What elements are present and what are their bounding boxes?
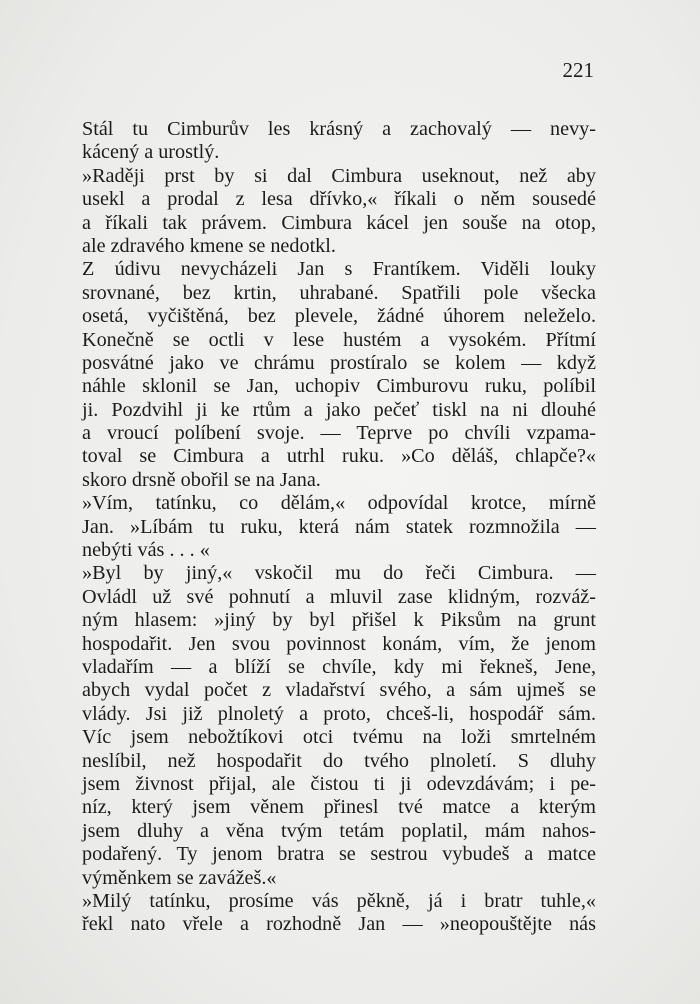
text-line: toval se Cimbura a utrhl ruku. »Co děláš, chlapče?« <box>82 445 596 468</box>
text-line: níz, který jsem věnem přinesl tvé matce a kterým <box>82 796 596 819</box>
body-text <box>82 118 596 937</box>
text-line: výměnkem se zavážeš.« <box>82 866 277 889</box>
text-line: vlády. Jsi již plnoletý a proto, chceš-li, hospodář sám. <box>82 702 596 725</box>
text-line: vladařím — a blíží se chvíle, kdy mi řekneš, Jene, <box>82 655 596 678</box>
text-line: kácený a urostlý. <box>82 141 220 164</box>
text-line: Jan. »Líbám tu ruku, která nám statek rozmnožila — <box>82 515 596 538</box>
text-line: podařený. Ty jenom bratra se sestrou vybudeš a matce <box>82 843 596 866</box>
text-line: ným hlasem: »jiný by byl přišel k Piksům na grunt <box>82 609 596 632</box>
page-number: 221 <box>562 58 594 82</box>
text-line: skoro drsně obořil se na Jana. <box>82 468 321 491</box>
text-line: »Byl by jiný,« vskočil mu do řeči Cimbura. — <box>82 562 596 585</box>
text-line: »Milý tatínku, prosíme vás pěkně, já i bratr tuhle,« <box>82 889 596 912</box>
text-line: usekl a prodal z lesa dřívko,« říkali o něm sousedé <box>82 188 596 211</box>
text-line: »Raději prst by si dal Cimbura useknout, než aby <box>82 164 596 187</box>
text-line: Ovládl už své pohnutí a mluvil zase klidným, rozváž- <box>82 585 596 608</box>
text-line: Víc jsem nebožtíkovi otci tvému na loži smrtelném <box>82 726 596 749</box>
text-line: Stál tu Cimburův les krásný a zachovalý — nevy- <box>82 118 596 140</box>
text-line: neslíbil, než hospodařit do tvého plnoletí. S dluhy <box>82 749 596 772</box>
text-line: jsem dluhy a věna tvým tetám poplatil, mám nahos- <box>82 819 596 842</box>
text-line: a vroucí políbení svoje. — Teprve po chvíli vzpama- <box>82 422 596 445</box>
text-line: osetá, vyčištěná, bez plevele, žádné úhorem neleželo. <box>82 305 596 328</box>
text-line: Konečně se octli v lese hustém a vysokém. Přítmí <box>82 328 596 351</box>
text-line: srovnané, bez krtin, uhrabané. Spatřili pole všecka <box>82 281 596 304</box>
text-line: posvátné jako ve chrámu prostíralo se kolem — když <box>82 351 596 374</box>
text-line: a říkali tak právem. Cimbura kácel jen souše na otop, <box>82 211 596 234</box>
text-line: Z údivu nevycházeli Jan s Frantíkem. Viděli louky <box>82 258 596 281</box>
text-line: řekl nato vřele a rozhodně Jan — »neopouštějte nás <box>82 913 596 936</box>
text-line: ji. Pozdvihl ji ke rtům a jako pečeť tiskl na ni dlouhé <box>82 398 596 421</box>
text-line: hospodařit. Jen svou povinnost konám, vím, že jenom <box>82 632 596 655</box>
text-line: nebýti vás . . . « <box>82 539 210 562</box>
text-line: ale zdravého kmene se nedotkl. <box>82 234 336 257</box>
text-line: »Vím, tatínku, co dělám,« odpovídal krotce, mírně <box>82 492 596 515</box>
text-line: náhle sklonil se Jan, uchopiv Cimburovu ruku, políbil <box>82 375 596 398</box>
text-line: jsem živnost přijal, ale čistou ti ji odevzdávám; i pe- <box>82 772 596 795</box>
text-line: abych vydal počet z vladařství svého, a sám ujmeš se <box>82 679 596 702</box>
